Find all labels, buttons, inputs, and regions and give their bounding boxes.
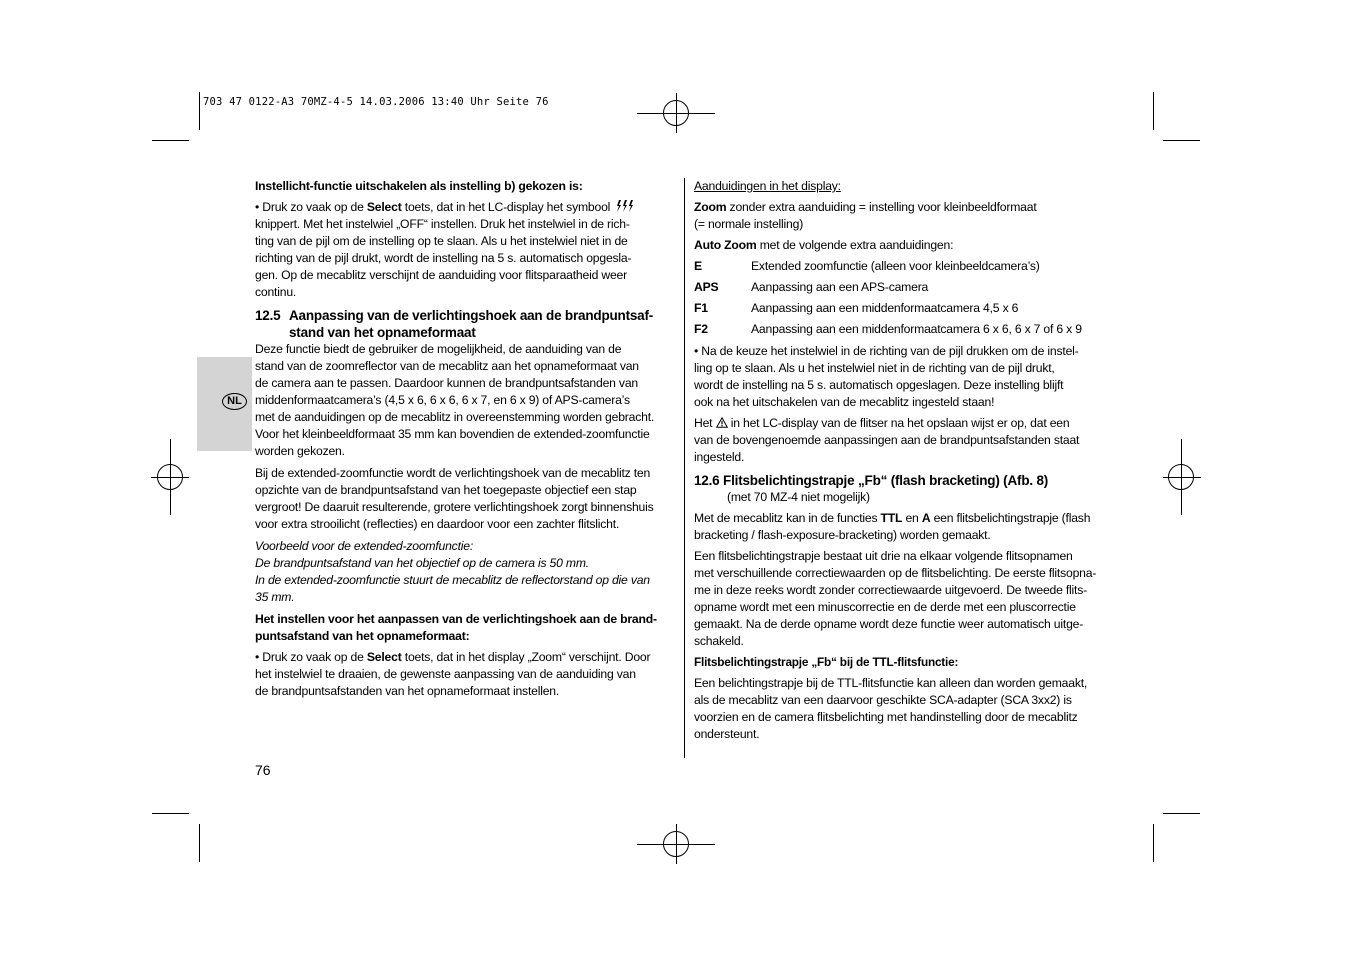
paragraph: Het in het LC-display van de flitser na het opslaan wijst er op, dat een van de bovengenoemde aanpassingen aan de brandpuntsafstanden staat ingesteld. <box>694 416 1080 464</box>
section-heading: Het instellen voor het aanpassen van de verlichtingshoek aan de brand- puntsafstand van het opnameformaat: <box>255 612 657 643</box>
page-number: 76 <box>255 762 271 778</box>
section-heading: Instellicht-functie uitschakelen als instelling b) gekozen is: <box>255 179 583 193</box>
bullet-item: • Na de keuze het instelwiel in de richting van de pijl drukken om de instel- ling op te slaan. Als u het instelwiel niet in de richting van de pijl drukt, wordt de instelling na 5 s. automatisch opgeslagen. Deze instelling blijft ook na het uitschakelen van de mecablitz ingesteld staan! <box>694 344 1079 409</box>
crop-mark <box>152 140 189 141</box>
column-divider <box>684 178 685 758</box>
term-row: APS Aanpassing aan een APS-camera <box>694 280 929 294</box>
bullet-item: • Druk zo vaak op de Select toets, dat in het LC-display het symbool knippert. Met het instelwiel „OFF“ instellen. Druk het instelwiel in de rich- ting van de pijl om de instelling op te slaan. Als u het instelwiel niet in de richting van de pijl drukt, wordt de instelling na 5 s. automatisch opgesla- gen. Op de mecablitz verschijnt de aanduiding voor flitsparaatheid weer continu. <box>255 199 680 301</box>
language-badge: NL <box>222 393 247 410</box>
left-column <box>255 178 680 700</box>
section-title-12-6: 12.6 Flitsbelichtingstrapje „Fb“ (flash bracketing) (Afb. 8) <box>694 473 1049 488</box>
flash-symbol-icon <box>616 200 634 212</box>
bullet-item: • Druk zo vaak op de Select toets, dat in het display „Zoom“ verschijnt. Door het instelwiel te draaien, de gewenste aanpassing van de aanduiding van de brandpuntsafstanden van het opnameformaat instellen. <box>255 650 651 698</box>
paragraph: Bij de extended-zoomfunctie wordt de verlichtingshoek van de mecablitz ten opzichte van de brandpuntsafstand van het toegepaste objectief een stap vergroot! De daaruit resulterende, grotere verlichtingshoek zorgt binnenshuis voor extra strooilicht (reflecties) en daardoor voor een zachter flitslicht. <box>255 466 654 531</box>
crop-mark <box>152 813 189 814</box>
paragraph: Met de mecablitz kan in de functies TTL en A een flitsbelichtingstrapje (flash bracketing / flash-exposure-bracketing) worden gemaakt. <box>694 511 1091 542</box>
paragraph: Deze functie biedt de gebruiker de mogelijkheid, de aanduiding van de stand van de zoomreflector van de mecablitz aan het opnameformaat van de camera aan te passen. Daardoor kunnen de brandpuntsafstanden van middenformaatcamera’s (4,5 x 6, 6 x 6, 6 x 7, en 6 x 9) of APS-camera’s met de aanduidingen op de mecablitz in overeenstemming worden gebracht. Voor het kleinbeeldformaat 35 mm kan bovendien de extended-zoomfunctie worden gekozen. <box>255 342 655 458</box>
crop-mark <box>1153 92 1154 130</box>
term-row: F1 Aanpassing aan een middenformaatcamera 4,5 x 6 <box>694 301 1019 315</box>
crop-mark <box>1163 140 1200 141</box>
crop-mark <box>1153 824 1154 862</box>
paragraph: Een belichtingstrapje bij de TTL-flitsfunctie kan alleen dan worden gemaakt, als de mecablitz van een daarvoor geschikte SCA-adapter (SCA 3xx2) is voorzien en de camera flitsbelichting met handinstelling door de mecablitz ondersteunt. <box>694 676 1088 741</box>
example-block: Voorbeeld voor de extended-zoomfunctie: De brandpuntsafstand van het objectief op de camera is 50 mm. In de extended-zoomfunctie stuurt de mecablitz de reflectorstand op die van 35 mm. <box>255 539 650 604</box>
term-row: E Extended zoomfunctie (alleen voor kleinbeeldcamera’s) <box>694 259 1040 273</box>
crop-mark <box>199 824 200 862</box>
warning-triangle-icon <box>716 417 728 428</box>
section-subtitle: (met 70 MZ-4 niet mogelijk) <box>727 490 870 504</box>
paragraph: Een flitsbelichtingstrapje bestaat uit drie na elkaar volgende flitsopnamen met verschuillende correctiewaarden op de flitsbelichting. De eerste flitsopna- me in deze reeks wordt zonder correctiewaarde uitgevoerd. De tweede flits- opname wordt met een minuscorrectie en de derde met een pluscorrectie gemaakt. Na de derde opname wordt deze functie weer automatisch uitge- schakeld. <box>694 549 1097 648</box>
display-heading: Aanduidingen in het display: <box>694 179 841 193</box>
section-heading: Flitsbelichtingstrapje „Fb“ bij de TTL-flitsfunctie: <box>694 655 959 669</box>
section-title-12-5: 12.5 Aanpassing van de verlichtingshoek aan de brandpuntsaf- stand van het opnameformaat <box>255 308 654 340</box>
right-column <box>694 178 1124 743</box>
zoom-description: Zoom zonder extra aanduiding = instelling voor kleinbeeldformaat (= normale instelling) <box>694 200 1037 231</box>
crop-mark <box>199 92 200 130</box>
auto-zoom-description: Auto Zoom met de volgende extra aanduidingen: <box>694 238 954 252</box>
print-info-line: 703 47 0122-A3 70MZ-4-5 14.03.2006 13:40 Uhr Seite 76 <box>203 96 549 108</box>
term-row: F2 Aanpassing aan een middenformaatcamera 6 x 6, 6 x 7 of 6 x 9 <box>694 322 1082 336</box>
crop-mark <box>1163 813 1200 814</box>
